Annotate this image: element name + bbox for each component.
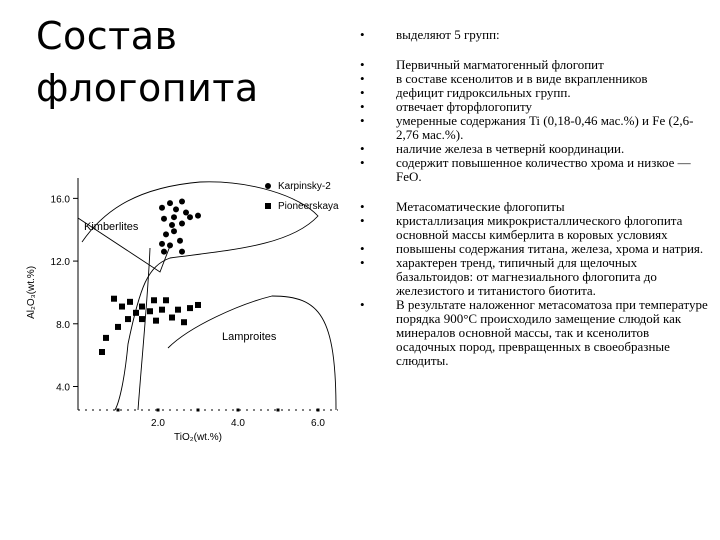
bullet-group-2 — [360, 58, 710, 184]
bullet-icon: • — [360, 155, 365, 170]
data-point-karpinsky — [171, 228, 177, 234]
bullet-icon: • — [360, 141, 365, 156]
data-point-pioneerskaya — [103, 335, 109, 341]
bullet-text: отвечает фторфлогопиту — [396, 99, 532, 114]
data-point-pioneerskaya — [151, 297, 157, 303]
x-minor-tick — [117, 409, 120, 412]
bullet-text: кристаллизация микрокристаллического флогопита основной массы кимберлита в коровых условиях — [396, 213, 683, 242]
data-point-pioneerskaya — [125, 316, 131, 322]
x-tick-mark — [157, 409, 160, 412]
x-tick-label: 2.0 — [151, 418, 165, 429]
x-axis-label: TiO₂(wt.%) — [174, 432, 222, 443]
data-point-karpinsky — [179, 249, 185, 255]
data-point-karpinsky — [159, 241, 165, 247]
data-point-karpinsky — [173, 206, 179, 212]
data-point-karpinsky — [187, 214, 193, 220]
bullet-icon: • — [360, 213, 365, 228]
bullet-icon: • — [360, 113, 365, 128]
bullet-text: Метасоматические флогопиты — [396, 199, 565, 214]
data-point-karpinsky — [161, 249, 167, 255]
lamproites-left-boundary — [138, 248, 150, 410]
y-tick-label: 4.0 — [56, 382, 70, 394]
data-point-karpinsky — [171, 214, 177, 220]
bullet-icon: • — [360, 199, 365, 214]
y-axis-label: Al₂O₃(wt.%) — [26, 265, 37, 319]
bullet-text: в составе ксенолитов и в виде вкрапленников — [396, 71, 648, 86]
bullet-icon: • — [360, 241, 365, 256]
bullet-item — [360, 58, 710, 72]
bullet-item — [360, 86, 710, 100]
data-point-karpinsky — [179, 220, 185, 226]
bullet-group-1 — [360, 28, 710, 42]
data-point-karpinsky — [179, 199, 185, 205]
bullet-item — [360, 28, 710, 42]
bullet-text-column — [360, 28, 710, 384]
data-point-pioneerskaya — [119, 304, 125, 310]
bullet-text: выделяют 5 групп: — [396, 27, 500, 42]
bullet-item — [360, 142, 710, 156]
lamproites-right-boundary — [168, 296, 336, 410]
bullet-icon: • — [360, 85, 365, 100]
bullet-text: характерен тренд, типичный для щелочных базальтоидов: от магнезиального флогопита до железистого и титанистого биотита. — [396, 255, 657, 298]
data-point-pioneerskaya — [111, 296, 117, 302]
bullet-item — [360, 100, 710, 114]
bullet-icon: • — [360, 99, 365, 114]
data-point-pioneerskaya — [195, 302, 201, 308]
data-point-pioneerskaya — [127, 299, 133, 305]
bullet-item — [360, 200, 710, 214]
legend-label-pioneerskaya: Pioneerskaya — [278, 201, 339, 212]
bullet-group-3 — [360, 200, 710, 368]
bullet-item — [360, 72, 710, 86]
data-point-pioneerskaya — [147, 308, 153, 314]
y-tick-label: 16.0 — [50, 194, 70, 206]
data-point-karpinsky — [177, 238, 183, 244]
data-point-pioneerskaya — [139, 304, 145, 310]
bullet-item — [360, 298, 710, 368]
x-tick-label: 4.0 — [231, 418, 245, 429]
bullet-text: Первичный магматогенный флогопит — [396, 57, 604, 72]
bullet-text: наличие железа в четвернй координации. — [396, 141, 625, 156]
bullet-text: умеренные содержания Ti (0,18-0,46 мас.%) и Fe (2,6-2,76 мас.%). — [396, 113, 694, 142]
bullet-item — [360, 214, 710, 242]
annotation-kimberlites: Kimberlites — [84, 221, 139, 233]
bullet-text: В результате наложенног метасоматоза при температуре порядка 900°С происходило замещение слюдой как минералов основной массы, так и ксенолитов осадочных пород, превращенных в своеобразные слюдиты. — [396, 297, 708, 368]
data-point-pioneerskaya — [99, 349, 105, 355]
phlogopite-scatter-chart — [20, 176, 350, 466]
y-tick-label: 12.0 — [50, 257, 70, 269]
bullet-text: дефицит гидроксильных групп. — [396, 85, 571, 100]
data-point-pioneerskaya — [139, 316, 145, 322]
data-point-pioneerskaya — [133, 310, 139, 316]
bullet-item — [360, 256, 710, 298]
bullet-icon: • — [360, 27, 365, 42]
bullet-icon: • — [360, 255, 365, 270]
data-point-pioneerskaya — [181, 319, 187, 325]
data-point-karpinsky — [167, 200, 173, 206]
title-line-1: Состав — [36, 14, 178, 58]
data-point-karpinsky — [169, 222, 175, 228]
data-point-pioneerskaya — [159, 307, 165, 313]
y-tick-label: 8.0 — [56, 319, 70, 331]
data-point-pioneerskaya — [153, 318, 159, 324]
data-point-karpinsky — [161, 216, 167, 222]
data-point-karpinsky — [195, 213, 201, 219]
bullet-icon: • — [360, 71, 365, 86]
annotation-lamproites: Lamproites — [222, 331, 277, 343]
data-point-pioneerskaya — [163, 297, 169, 303]
data-point-pioneerskaya — [175, 307, 181, 313]
x-tick-mark — [317, 409, 320, 412]
data-point-pioneerskaya — [187, 305, 193, 311]
bullet-item — [360, 242, 710, 256]
data-point-pioneerskaya — [115, 324, 121, 330]
x-minor-tick — [197, 409, 200, 412]
data-point-pioneerskaya — [169, 315, 175, 321]
bullet-item — [360, 156, 710, 184]
legend-label-karpinsky: Karpinsky-2 — [278, 181, 331, 192]
x-minor-tick — [277, 409, 280, 412]
x-tick-mark — [237, 409, 240, 412]
title-line-2: флогопита — [36, 66, 259, 110]
data-point-karpinsky — [163, 231, 169, 237]
legend-marker-pioneerskaya — [265, 203, 271, 209]
slide-title — [36, 10, 336, 114]
bullet-item — [360, 114, 710, 142]
bullet-text: содержит повышенное количество хрома и низкое — FeO. — [396, 155, 691, 184]
data-point-karpinsky — [183, 209, 189, 215]
bullet-text: повышены содержания титана, железа, хрома и натрия. — [396, 241, 704, 256]
legend-marker-karpinsky — [265, 183, 271, 189]
bullet-icon: • — [360, 57, 365, 72]
data-point-karpinsky — [159, 205, 165, 211]
x-tick-label: 6.0 — [311, 418, 325, 429]
bullet-icon: • — [360, 297, 365, 312]
data-point-karpinsky — [167, 242, 173, 248]
